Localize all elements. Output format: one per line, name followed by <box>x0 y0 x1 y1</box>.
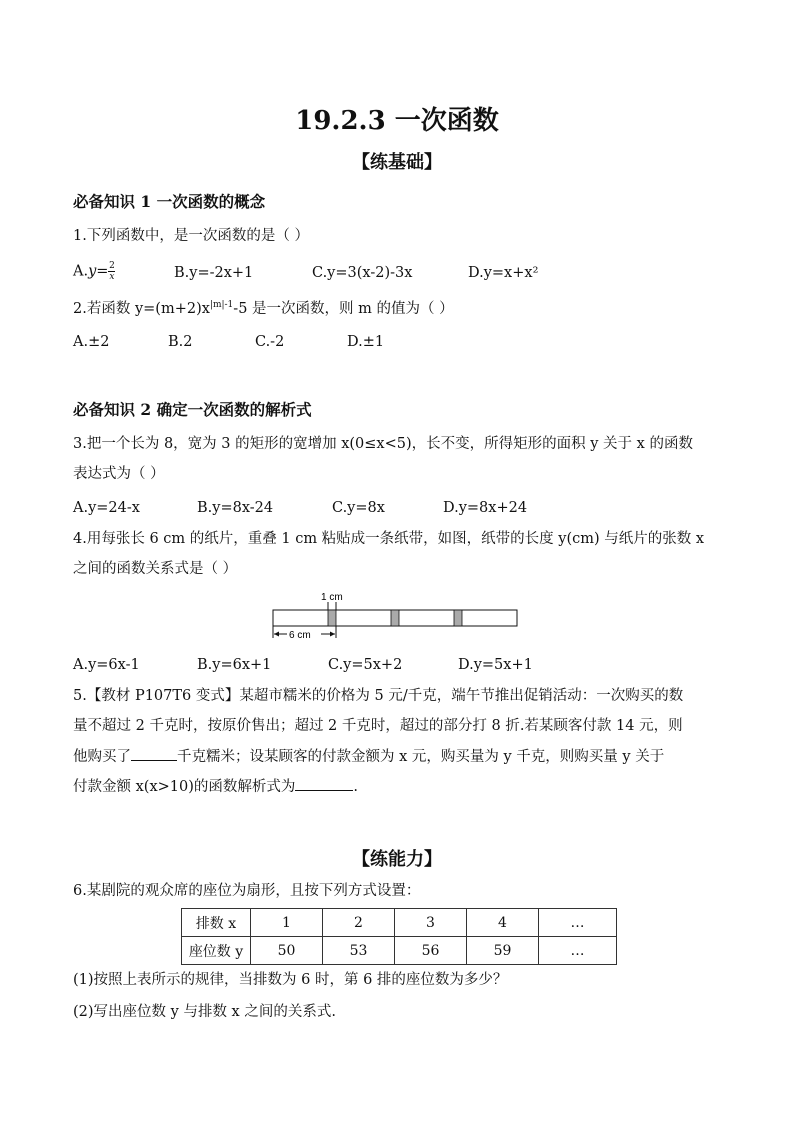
row-header-rows: 排数 x <box>182 909 251 937</box>
question-2-option-b: B.2 <box>168 334 193 350</box>
q2-stem-expression: y=(m+2)x <box>134 301 210 317</box>
question-4-option-c: C.y=5x+2 <box>328 657 403 673</box>
question-5-line-1: 5.【教材 P107T6 变式】某超市糯米的价格为 5 元/千克，端午节推出促销活动：一次购买的数 <box>73 688 684 704</box>
question-3-option-c: C.y=8x <box>332 500 385 516</box>
q2-stem-part-a: 2.若函数 <box>73 301 135 317</box>
answer-blank-kilograms[interactable] <box>131 746 177 761</box>
q5-line-4-end: . <box>353 779 358 795</box>
fraction-numerator: 2 <box>109 261 115 271</box>
question-2-stem <box>73 299 454 319</box>
answer-blank-function[interactable] <box>295 776 353 791</box>
q5-line-3-end: 千克糯米；设某顾客的付款金额为 x 元，购买量为 y 千克，则购买量 y 关于 <box>177 749 665 765</box>
table-cell: 4 <box>467 909 539 937</box>
dimension-arrow-right <box>330 632 335 637</box>
option-a-prefix: A. <box>73 263 89 280</box>
table-cell: … <box>539 937 617 965</box>
question-2-option-c: C.-2 <box>255 334 285 350</box>
question-4-option-a: A.y=6x-1 <box>73 657 140 673</box>
question-3-line-1: 3.把一个长为 8，宽为 3 的矩形的宽增加 x(0≤x<5)，长不变，所得矩形的面积 y 关于 x 的函数 <box>73 436 693 452</box>
section-heading-ability: 【练能力】 <box>352 849 442 870</box>
question-1-option-b: B.y=-2x+1 <box>174 265 254 281</box>
question-5-line-3 <box>73 746 664 767</box>
question-3-option-d: D.y=8x+24 <box>443 500 528 516</box>
table-cell: … <box>539 909 617 937</box>
question-2-option-a: A.±2 <box>73 334 110 350</box>
overlap-region-3 <box>454 610 462 626</box>
question-4-option-b: B.y=6x+1 <box>197 657 272 673</box>
q2-stem-part-c: -5 是一次函数，则 m 的值为（ ） <box>233 301 454 317</box>
question-6-sub-1: (1)按照上表所示的规律，当排数为 6 时，第 6 排的座位数为多少？ <box>73 972 508 988</box>
fraction-denominator: x <box>109 272 115 282</box>
question-3-option-b: B.y=8x-24 <box>197 500 274 516</box>
knowledge-heading-2: 必备知识 2 确定一次函数的解析式 <box>73 400 312 419</box>
q5-line-3-start: 他购买了 <box>73 749 131 765</box>
question-3-line-2: 表达式为（ ） <box>73 466 165 482</box>
q2-stem-exponent: |m|-1 <box>209 300 234 311</box>
table-cell: 50 <box>251 937 323 965</box>
question-6-stem: 6.某剧院的观众席的座位为扇形，且按下列方式设置： <box>73 883 421 899</box>
table-cell: 2 <box>323 909 395 937</box>
table-row <box>182 909 617 937</box>
figure-label-6cm: 6 cm <box>289 630 311 641</box>
table-cell: 56 <box>395 937 467 965</box>
question-2-option-d: D.±1 <box>347 334 385 350</box>
row-header-seats: 座位数 y <box>182 937 251 965</box>
question-4-line-1: 4.用每张长 6 cm 的纸片，重叠 1 cm 粘贴成一条纸带，如图，纸带的长度 y(cm) 与纸片的张数 x <box>73 531 705 547</box>
table-cell: 59 <box>467 937 539 965</box>
section-heading-basic: 【练基础】 <box>352 152 442 173</box>
seating-table <box>181 908 617 965</box>
table-row <box>182 937 617 965</box>
question-1-stem: 1.下列函数中，是一次函数的是（ ） <box>73 228 309 244</box>
question-3-option-a: A.y=24-x <box>73 500 140 516</box>
table-cell: 53 <box>323 937 395 965</box>
q5-line-4-start: 付款金额 x(x>10)的函数解析式为 <box>73 779 296 795</box>
question-4-line-2: 之间的函数关系式是（ ） <box>73 561 238 577</box>
question-5-line-2: 量不超过 2 千克时，按原价售出；超过 2 千克时，超过的部分打 8 折.若某顾客付款 14 元，则 <box>73 718 683 734</box>
knowledge-heading-1: 必备知识 1 一次函数的概念 <box>73 192 266 211</box>
overlap-region-2 <box>391 610 399 626</box>
question-1-option-a: A.y= $\frac{2}{x}$ <box>73 261 115 282</box>
dimension-arrow-left <box>274 632 279 637</box>
question-6-sub-2: (2)写出座位数 y 与排数 x 之间的关系式. <box>73 1004 336 1020</box>
question-1-option-c: C.y=3(x-2)-3x <box>312 265 413 281</box>
overlap-region-1 <box>328 610 336 626</box>
table-cell: 1 <box>251 909 323 937</box>
question-4-option-d: D.y=5x+1 <box>458 657 533 673</box>
figure-label-1cm: 1 cm <box>321 592 343 603</box>
table-cell: 3 <box>395 909 467 937</box>
page-title: 19.2.3 一次函数 <box>295 106 499 136</box>
question-5-line-4 <box>73 776 358 797</box>
question-1-option-d: D.y=x+x² <box>468 265 539 281</box>
paper-strip-figure <box>265 586 527 642</box>
